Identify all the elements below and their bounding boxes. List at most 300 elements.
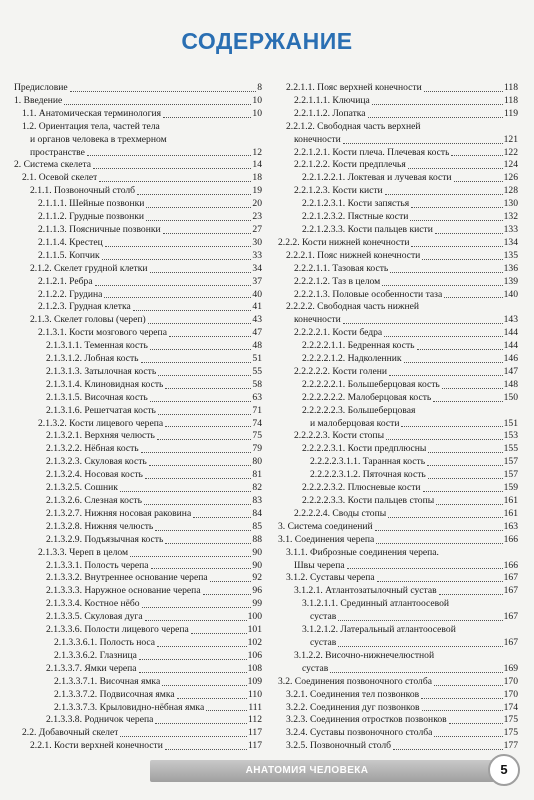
toc-page-number: 99 [252, 598, 262, 610]
toc-entry-title: 2.1.3.1.6. Решетчатая кость [46, 404, 156, 416]
toc-entry [14, 443, 262, 456]
toc-entry [278, 263, 518, 276]
dot-leader [433, 401, 502, 402]
toc-entry [14, 598, 262, 611]
dot-leader [390, 272, 502, 273]
toc-page-number: 157 [503, 456, 518, 468]
toc-page-number: 10 [252, 107, 262, 119]
toc-entry [278, 198, 518, 211]
toc-page-number: 157 [503, 469, 518, 481]
toc-page-number: 100 [247, 611, 262, 623]
toc-entry [14, 379, 262, 392]
toc-entry-title: 2.2.2.2.2. Кости голени [294, 365, 387, 377]
dot-leader [165, 543, 251, 544]
toc-entry-title: сустав [310, 611, 337, 623]
dot-leader [139, 659, 247, 660]
toc-entry-title: 2.2.1.2.1. Кости плеча. Плечевая кость [294, 146, 450, 158]
dot-leader [163, 233, 252, 234]
toc-entry-title: 2.2.1. Кости верхней конечности [30, 740, 163, 752]
dot-leader [375, 530, 503, 531]
toc-entry [14, 560, 262, 573]
toc-page-number: 14 [252, 159, 262, 171]
toc-entry-title: конечности [294, 133, 341, 145]
dot-leader [165, 426, 251, 427]
dot-leader [99, 181, 251, 182]
toc-entry [14, 689, 262, 702]
toc-entry [278, 624, 518, 650]
toc-page-number: 12 [252, 146, 262, 158]
dot-leader [87, 155, 251, 156]
toc-entry-title: 2.1.3.3.7. Ямки черепа [46, 662, 137, 674]
toc-entry [14, 727, 262, 740]
toc-entry [278, 121, 518, 147]
toc-entry-title: 2.2.2.2.1. Кости бедра [294, 327, 383, 339]
toc-entry [14, 650, 262, 663]
toc-page-number: 128 [503, 185, 518, 197]
toc-entry [14, 224, 262, 237]
toc-entry-title: 3.2. Соединения позвоночного столба [278, 675, 432, 687]
toc-entry [14, 611, 262, 624]
toc-entry-title: сустав [302, 662, 329, 674]
toc-entry [14, 289, 262, 302]
toc-page-number: 155 [503, 443, 518, 455]
toc-entry-title: 3.2.5. Позвоночный столб [286, 740, 392, 752]
toc-page-number: 111 [248, 701, 262, 713]
toc-page-number: 161 [503, 507, 518, 519]
toc-entry [278, 95, 518, 108]
toc-entry-title: 2.1.3.1.4. Клиновидная кость [46, 378, 164, 390]
toc-page-number: 74 [252, 417, 262, 429]
toc-page-number: 8 [257, 82, 262, 93]
dot-leader [165, 749, 247, 750]
toc-page-number: 90 [252, 559, 262, 571]
dot-leader [347, 568, 503, 569]
toc-entry [14, 185, 262, 198]
toc-entry [14, 263, 262, 276]
toc-entry-title: 2.2.1.1.2. Лопатка [294, 107, 366, 119]
toc-entry-title: 2.2.2.2.3.2. Плюсневые кости [302, 482, 421, 494]
toc-page-number: 151 [503, 417, 518, 429]
toc-entry-title: 3.1.2.1. Атлантозатылочный сустав [294, 585, 437, 597]
toc-page-number: 33 [252, 249, 262, 261]
dot-leader [206, 710, 247, 711]
toc-entry [278, 676, 518, 689]
toc-entry-title: 2.2.2.2.3.1.1. Таранная кость [310, 456, 426, 468]
dot-leader [210, 581, 252, 582]
toc-page-number: 55 [252, 365, 262, 377]
dot-leader [368, 117, 503, 118]
toc-page-number: 30 [252, 236, 262, 248]
toc-page-number: 118 [503, 94, 518, 106]
toc-page-number: 79 [252, 443, 262, 455]
toc-page-number: 82 [252, 482, 262, 494]
toc-page-number: 167 [503, 572, 518, 584]
toc-page-number: 134 [503, 236, 518, 248]
toc-entry-title: пространстве [30, 146, 85, 158]
toc-entry-title: 2.1.2.2. Грудина [38, 288, 103, 300]
toc-entry-title: Швы черепа [294, 559, 345, 571]
toc-entry [14, 624, 262, 637]
dot-leader [155, 530, 251, 531]
toc-entry-title: 2.1.3.2.3. Скуловая кость [46, 456, 147, 468]
toc-entry-title: 2.1.3.3.7.2. Подвисочная ямка [54, 688, 175, 700]
toc-entry-title: 2.2.1.1.1. Ключица [294, 94, 370, 106]
dot-leader [120, 736, 247, 737]
toc-entry-title-line: 1.2. Ориентация тела, частей тела [22, 120, 160, 132]
toc-entry-title: 2.1.3.3.2. Внутреннее основание черепа [46, 572, 208, 584]
toc-entry-title: 2.1.3.3.6.2. Глазница [54, 649, 137, 661]
toc-entry [278, 301, 518, 327]
toc-entry [278, 185, 518, 198]
toc-page-number: 101 [247, 624, 262, 636]
dot-leader [150, 401, 252, 402]
dot-leader [177, 698, 247, 699]
toc-left-column [14, 82, 262, 753]
toc-page-number: 139 [503, 275, 518, 287]
page-title: СОДЕРЖАНИЕ [181, 28, 353, 54]
dot-leader [70, 91, 257, 92]
dot-leader [137, 194, 251, 195]
toc-page-number: 175 [503, 714, 518, 726]
dot-leader [158, 414, 251, 415]
toc-page-number: 20 [252, 198, 262, 210]
toc-entry [14, 159, 262, 172]
toc-page-number: 108 [247, 662, 262, 674]
toc-entry [14, 95, 262, 108]
toc-entry [14, 314, 262, 327]
dot-leader [155, 723, 247, 724]
toc-entry-title: 2.1.1.1. Шейные позвонки [38, 198, 145, 210]
toc-entry [278, 353, 518, 366]
dot-leader [144, 504, 251, 505]
toc-entry [14, 469, 262, 482]
toc-entry [14, 121, 262, 160]
toc-page-number: 41 [252, 301, 262, 313]
toc-page-number: 102 [247, 636, 262, 648]
toc-page-number: 112 [247, 714, 262, 726]
toc-entry [14, 663, 262, 676]
toc-page-number: 48 [252, 340, 262, 352]
dot-leader [435, 233, 503, 234]
dot-leader [385, 194, 503, 195]
dot-leader [449, 723, 503, 724]
toc-entry [14, 456, 262, 469]
toc-entry-title: 2.2.1.2.3.2. Пястные кости [302, 211, 409, 223]
dot-leader [139, 672, 247, 673]
dot-leader [377, 581, 503, 582]
toc-entry [278, 340, 518, 353]
toc-entry [14, 172, 262, 185]
toc-page-number: 146 [503, 353, 518, 365]
toc-entry-title: 2.2.1.2.3. Кости кисти [294, 185, 383, 197]
dot-leader [130, 556, 251, 557]
dot-leader [162, 685, 246, 686]
toc-entry-title: 2.2. Добавочный скелет [22, 727, 119, 739]
toc-entry [278, 276, 518, 289]
toc-entry-title: 2.2.2.1.1. Тазовая кость [294, 262, 389, 274]
toc-entry [278, 443, 518, 456]
toc-entry-title: 3.2.3. Соединения отростков позвонков [286, 714, 447, 726]
toc-entry-title: 2.1.1.2. Грудные позвонки [38, 211, 145, 223]
toc-entry [14, 392, 262, 405]
toc-entry [14, 534, 262, 547]
toc-entry [278, 366, 518, 379]
dot-leader [169, 336, 251, 337]
toc-entry-title: 2.1.3.2.5. Сошник [46, 482, 118, 494]
dot-leader [145, 478, 252, 479]
toc-page-number: 167 [503, 636, 518, 648]
dot-leader [434, 685, 503, 686]
toc-entry [278, 727, 518, 740]
toc-page-number: 170 [503, 675, 518, 687]
toc-page-number: 167 [503, 611, 518, 623]
toc-entry [278, 211, 518, 224]
toc-entry-title: 2.2.2.1.2. Таз в целом [294, 275, 381, 287]
toc-entry-title: 2.2.2.2.3.3. Кости пальцев стопы [302, 495, 435, 506]
toc-entry-title: 2.2.2.2.3. Кости стопы [294, 430, 385, 442]
toc-entry [14, 495, 262, 508]
toc-page-number: 47 [252, 327, 262, 339]
toc-entry-title: 2.1.3.2.2. Нёбная кость [46, 443, 139, 455]
toc-entry-title: 2.1.3.3.7.1. Височная ямка [54, 675, 161, 687]
toc-entry [14, 521, 262, 534]
toc-page-number: 37 [252, 275, 262, 287]
toc-entry [278, 430, 518, 443]
toc-entry [14, 702, 262, 715]
dot-leader [203, 594, 252, 595]
dot-leader [330, 672, 502, 673]
toc-page-number: 135 [503, 249, 518, 261]
toc-entry [278, 508, 518, 521]
toc-right-column [278, 82, 518, 753]
toc-entry [278, 82, 518, 95]
toc-entry [278, 250, 518, 263]
toc-page-number: 143 [503, 314, 518, 326]
dot-leader [338, 620, 502, 621]
toc-entry-title: 2.1.3.2.9. Подъязычная кость [46, 533, 164, 545]
toc-entry [14, 301, 262, 314]
toc-page-number: 170 [503, 688, 518, 700]
toc-entry-title: 2.1.3.3.6. Полости лицевого черепа [46, 624, 189, 636]
toc-entry [14, 211, 262, 224]
toc-entry-title: 2.2.2.2.3.1.2. Пяточная кость [310, 469, 426, 481]
toc-page-number: 124 [503, 159, 518, 171]
toc-entry-title: 1. Введение [14, 94, 63, 106]
toc-entry [278, 689, 518, 702]
toc-page-number: 147 [503, 365, 518, 377]
toc-entry [278, 585, 518, 598]
dot-leader [454, 181, 503, 182]
toc-entry [14, 740, 262, 753]
dot-leader [424, 91, 503, 92]
toc-entry-title: 2.1.1.4. Крестец [38, 236, 103, 248]
toc-entry-title: 2.2.2. Кости нижней конечности [278, 236, 410, 248]
dot-leader [442, 388, 503, 389]
toc-page-number: 130 [503, 198, 518, 210]
toc-entry-title: 2.1.3.3.4. Костное нёбо [46, 598, 140, 610]
toc-entry [14, 405, 262, 418]
dot-leader [133, 310, 252, 311]
toc-entry-title: конечности [294, 314, 341, 326]
toc-page-number: 166 [503, 559, 518, 571]
toc-entry [14, 366, 262, 379]
toc-entry-title: 2.1.1.5. Копчик [38, 249, 100, 261]
dot-leader [404, 362, 503, 363]
toc-entry [278, 482, 518, 495]
toc-entry-title: 2.1.3.2.4. Носовая кость [46, 469, 143, 481]
toc-page-number: 40 [252, 288, 262, 300]
dot-leader [444, 297, 502, 298]
toc-entry [278, 469, 518, 482]
toc-page-number: 18 [252, 172, 262, 184]
toc-page-number: 10 [252, 94, 262, 106]
toc-page-number: 174 [503, 701, 518, 713]
toc-entry [14, 327, 262, 340]
toc-entry-title-line: 2.2.2.2. Свободная часть нижней [286, 301, 420, 313]
toc-entry [278, 172, 518, 185]
toc-page-number: 23 [252, 211, 262, 223]
toc-page-number: 144 [503, 340, 518, 352]
toc-entry [278, 521, 518, 534]
toc-page-number: 106 [247, 649, 262, 661]
toc-page-number: 175 [503, 727, 518, 739]
toc-entry-title: 3.1.2. Суставы черепа [286, 572, 375, 584]
toc-entry [14, 508, 262, 521]
toc-page-number: 150 [503, 391, 518, 403]
toc-entry-title: 2.1.3.2.7. Нижняя носовая раковина [46, 507, 192, 519]
toc-entry-title-line: 3.1.2.2. Височно-нижнечелюстной [294, 649, 435, 661]
toc-entry-title: 2.1.3.1.2. Лобная кость [46, 353, 139, 365]
toc-entry-title: Предисловие [14, 82, 68, 93]
toc-entry-title: 3. Система соединений [278, 520, 373, 532]
toc-page-number: 71 [252, 404, 262, 416]
toc-page-number: 122 [503, 146, 518, 158]
toc-entry-title: 3.2.2. Соединения дуг позвонков [286, 701, 420, 713]
toc-entry [278, 147, 518, 160]
toc-page-number: 167 [503, 585, 518, 597]
toc-page-number: 90 [252, 546, 262, 558]
toc-entry [14, 676, 262, 689]
dot-leader [408, 168, 503, 169]
dot-leader [436, 504, 502, 505]
toc-entry-title: 2.1.2. Скелет грудной клетки [30, 262, 148, 274]
dot-leader [423, 491, 503, 492]
toc-entry [278, 237, 518, 250]
dot-leader [151, 568, 252, 569]
toc-page-number: 43 [252, 314, 262, 326]
toc-entry [278, 572, 518, 585]
dot-leader [434, 736, 502, 737]
toc-entry-title: 2.2.1.2.3.1. Кости запястья [302, 198, 410, 210]
toc-page-number: 166 [503, 533, 518, 545]
dot-leader [105, 246, 252, 247]
toc-page-number: 132 [503, 211, 518, 223]
toc-page-number: 27 [252, 223, 262, 235]
dot-leader [439, 594, 503, 595]
toc-page-number: 136 [503, 262, 518, 274]
dot-leader [193, 517, 251, 518]
dot-leader [428, 478, 503, 479]
toc-entry [278, 650, 518, 676]
dot-leader [338, 646, 502, 647]
toc-page-number: 83 [252, 495, 262, 506]
toc-entry-title: 2.2.2.2.2.2. Малоберцовая кость [302, 391, 432, 403]
toc-page-number: 88 [252, 533, 262, 545]
toc-entry [14, 482, 262, 495]
dot-leader [150, 272, 252, 273]
toc-page-number: 126 [503, 172, 518, 184]
toc-entry [278, 456, 518, 469]
dot-leader [389, 375, 503, 376]
toc-entry-title: 3.2.4. Суставы позвоночного столба [286, 727, 433, 739]
toc-entry [278, 108, 518, 121]
toc-page-number: 96 [252, 585, 262, 597]
dot-leader [95, 285, 252, 286]
dot-leader [141, 452, 252, 453]
toc-entry [14, 276, 262, 289]
dot-leader [451, 155, 502, 156]
toc-page-number: 177 [503, 740, 518, 752]
toc-entry [278, 702, 518, 715]
toc-entry [278, 224, 518, 237]
dot-leader [191, 633, 247, 634]
dot-leader [384, 336, 502, 337]
toc-entry-title: и малоберцовая кости [310, 417, 400, 429]
toc-entry [14, 585, 262, 598]
toc-page-number: 144 [503, 327, 518, 339]
toc-entry-title: 2.1.3. Скелет головы (череп) [30, 314, 146, 326]
toc-entry-title-line: и органов человека в трехмерном [30, 133, 167, 145]
running-footer-title: АНАТОМИЯ ЧЕЛОВЕКА [245, 765, 369, 776]
toc-entry-title-line: 3.1.1. Фиброзные соединения черепа. [286, 546, 439, 558]
toc-page-number: 85 [252, 520, 262, 532]
toc-page-number: 119 [503, 107, 518, 119]
toc-entry [14, 82, 262, 95]
toc-entry-title: сустав [310, 636, 337, 648]
toc-page-number: 110 [247, 688, 262, 700]
dot-leader [401, 426, 502, 427]
toc-entry-title: 1.1. Анатомическая терминология [22, 107, 162, 119]
toc-entry-title: 2.1.3.1.1. Теменная кость [46, 340, 148, 352]
toc-page-number: 163 [503, 520, 518, 532]
toc-entry-title: 2.2.2.2.3.1. Кости предплюсны [302, 443, 427, 455]
toc-entry [278, 159, 518, 172]
toc-entry-title-line: 3.1.2.1.1. Срединный атлантоосевой [302, 598, 450, 610]
toc-entry-title: 2.1.3.1.3. Затылочная кость [46, 365, 157, 377]
toc-entry [14, 714, 262, 727]
dot-leader [386, 439, 503, 440]
toc-page-number: 63 [252, 391, 262, 403]
dot-leader [421, 698, 502, 699]
dot-leader [104, 297, 251, 298]
toc-entry-title: 2.1.1. Позвоночный столб [30, 185, 136, 197]
dot-leader [393, 749, 503, 750]
toc-entry [278, 327, 518, 340]
toc-entry [14, 418, 262, 431]
dot-leader [157, 646, 247, 647]
dot-leader [376, 543, 502, 544]
toc-entry-title: 2.1.3.2.8. Нижняя челюсть [46, 520, 154, 532]
toc-entry-title: 2.2.1.1. Пояс верхней конечности [286, 82, 422, 93]
page-number: 5 [488, 754, 520, 786]
dot-leader [422, 259, 502, 260]
toc-entry-title: 2.1.3.3. Череп в целом [38, 546, 129, 558]
dot-leader [120, 491, 252, 492]
toc-page-number: 75 [252, 430, 262, 442]
toc-entry-title: 2.1.3.1.5. Височная кость [46, 391, 148, 403]
toc-entry [278, 405, 518, 431]
toc-page-number: 34 [252, 262, 262, 274]
